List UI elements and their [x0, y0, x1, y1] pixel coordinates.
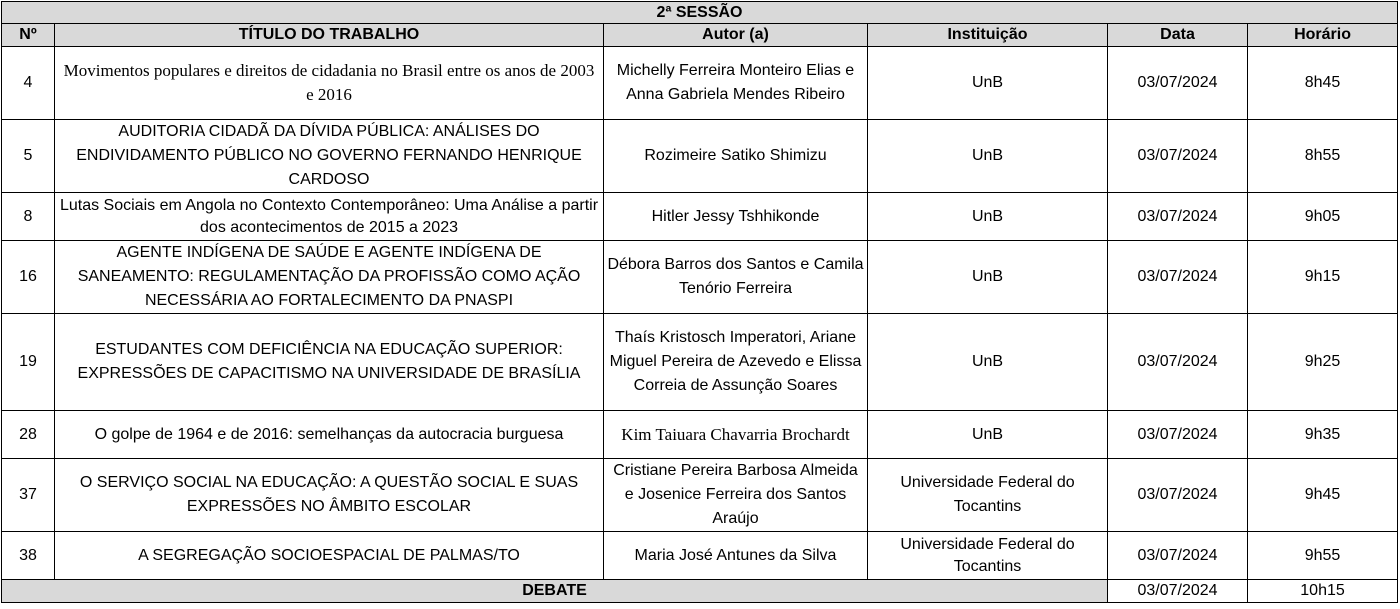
- table-row: [2, 532, 1398, 580]
- row-title: Movimentos populares e direitos de cidadania no Brasil entre os anos de 2003 e 2016: [55, 47, 604, 120]
- row-institution: UnB: [868, 120, 1108, 193]
- schedule-table: [1, 1, 1398, 603]
- row-institution: Universidade Federal do Tocantins: [868, 459, 1108, 532]
- row-number: 4: [2, 47, 55, 120]
- row-title: Lutas Sociais em Angola no Contexto Contemporâneo: Uma Análise a partir dos acontecimentos de 2015 a 2023: [55, 193, 604, 241]
- row-date: 03/07/2024: [1108, 47, 1248, 120]
- row-institution: UnB: [868, 47, 1108, 120]
- row-time: 9h55: [1248, 532, 1398, 580]
- row-author: Maria José Antunes da Silva: [604, 532, 868, 580]
- header-institution: Instituição: [868, 24, 1108, 47]
- row-time: 8h55: [1248, 120, 1398, 193]
- session-title: 2ª SESSÃO: [2, 2, 1398, 24]
- header-author: Autor (a): [604, 24, 868, 47]
- debate-date: 03/07/2024: [1108, 580, 1248, 603]
- row-institution: UnB: [868, 314, 1108, 411]
- row-author: Michelly Ferreira Monteiro Elias e Anna Gabriela Mendes Ribeiro: [604, 47, 868, 120]
- row-author: Rozimeire Satiko Shimizu: [604, 120, 868, 193]
- row-title: AGENTE INDÍGENA DE SAÚDE E AGENTE INDÍGENA DE SANEAMENTO: REGULAMENTAÇÃO DA PROFISSÃO COMO AÇÃO NECESSÁRIA AO FORTALECIMENTO DA PNASPI: [55, 241, 604, 314]
- table-row: [2, 120, 1398, 193]
- row-title: ESTUDANTES COM DEFICIÊNCIA NA EDUCAÇÃO SUPERIOR: EXPRESSÕES DE CAPACITISMO NA UNIVERSIDADE DE BRASÍLIA: [55, 314, 604, 411]
- row-author: Débora Barros dos Santos e Camila Tenório Ferreira: [604, 241, 868, 314]
- row-date: 03/07/2024: [1108, 120, 1248, 193]
- row-time: 9h25: [1248, 314, 1398, 411]
- row-time: 9h35: [1248, 411, 1398, 459]
- row-number: 28: [2, 411, 55, 459]
- row-title: AUDITORIA CIDADÃ DA DÍVIDA PÚBLICA: ANÁLISES DO ENDIVIDAMENTO PÚBLICO NO GOVERNO FERNANDO HENRIQUE CARDOSO: [55, 120, 604, 193]
- row-institution: Universidade Federal do Tocantins: [868, 532, 1108, 580]
- row-institution: UnB: [868, 193, 1108, 241]
- row-title: O golpe de 1964 e de 2016: semelhanças da autocracia burguesa: [55, 411, 604, 459]
- debate-time: 10h15: [1248, 580, 1398, 603]
- row-date: 03/07/2024: [1108, 459, 1248, 532]
- table-row: [2, 314, 1398, 411]
- header-time: Horário: [1248, 24, 1398, 47]
- row-time: 9h15: [1248, 241, 1398, 314]
- row-number: 38: [2, 532, 55, 580]
- table-row: [2, 411, 1398, 459]
- header-title: TÍTULO DO TRABALHO: [55, 24, 604, 47]
- row-date: 03/07/2024: [1108, 411, 1248, 459]
- row-title: O SERVIÇO SOCIAL NA EDUCAÇÃO: A QUESTÃO SOCIAL E SUAS EXPRESSÕES NO ÂMBITO ESCOLAR: [55, 459, 604, 532]
- row-time: 9h45: [1248, 459, 1398, 532]
- table-row: [2, 241, 1398, 314]
- row-number: 37: [2, 459, 55, 532]
- row-date: 03/07/2024: [1108, 532, 1248, 580]
- row-author: Thaís Kristosch Imperatori, Ariane Miguel Pereira de Azevedo e Elissa Correia de Assunção Soares: [604, 314, 868, 411]
- row-institution: UnB: [868, 411, 1108, 459]
- row-date: 03/07/2024: [1108, 314, 1248, 411]
- row-number: 8: [2, 193, 55, 241]
- table-row: [2, 193, 1398, 241]
- header-date: Data: [1108, 24, 1248, 47]
- row-time: 8h45: [1248, 47, 1398, 120]
- table-row: [2, 47, 1398, 120]
- row-institution: UnB: [868, 241, 1108, 314]
- table-row: [2, 459, 1398, 532]
- header-number: Nº: [2, 24, 55, 47]
- row-author: Cristiane Pereira Barbosa Almeida e Josenice Ferreira dos Santos Araújo: [604, 459, 868, 532]
- debate-label: DEBATE: [2, 580, 1108, 603]
- row-date: 03/07/2024: [1108, 241, 1248, 314]
- row-number: 5: [2, 120, 55, 193]
- row-title: A SEGREGAÇÃO SOCIOESPACIAL DE PALMAS/TO: [55, 532, 604, 580]
- debate-row: [2, 580, 1398, 603]
- row-number: 19: [2, 314, 55, 411]
- row-author: Kim Taiuara Chavarria Brochardt: [604, 411, 868, 459]
- row-date: 03/07/2024: [1108, 193, 1248, 241]
- row-number: 16: [2, 241, 55, 314]
- row-author: Hitler Jessy Tshhikonde: [604, 193, 868, 241]
- row-time: 9h05: [1248, 193, 1398, 241]
